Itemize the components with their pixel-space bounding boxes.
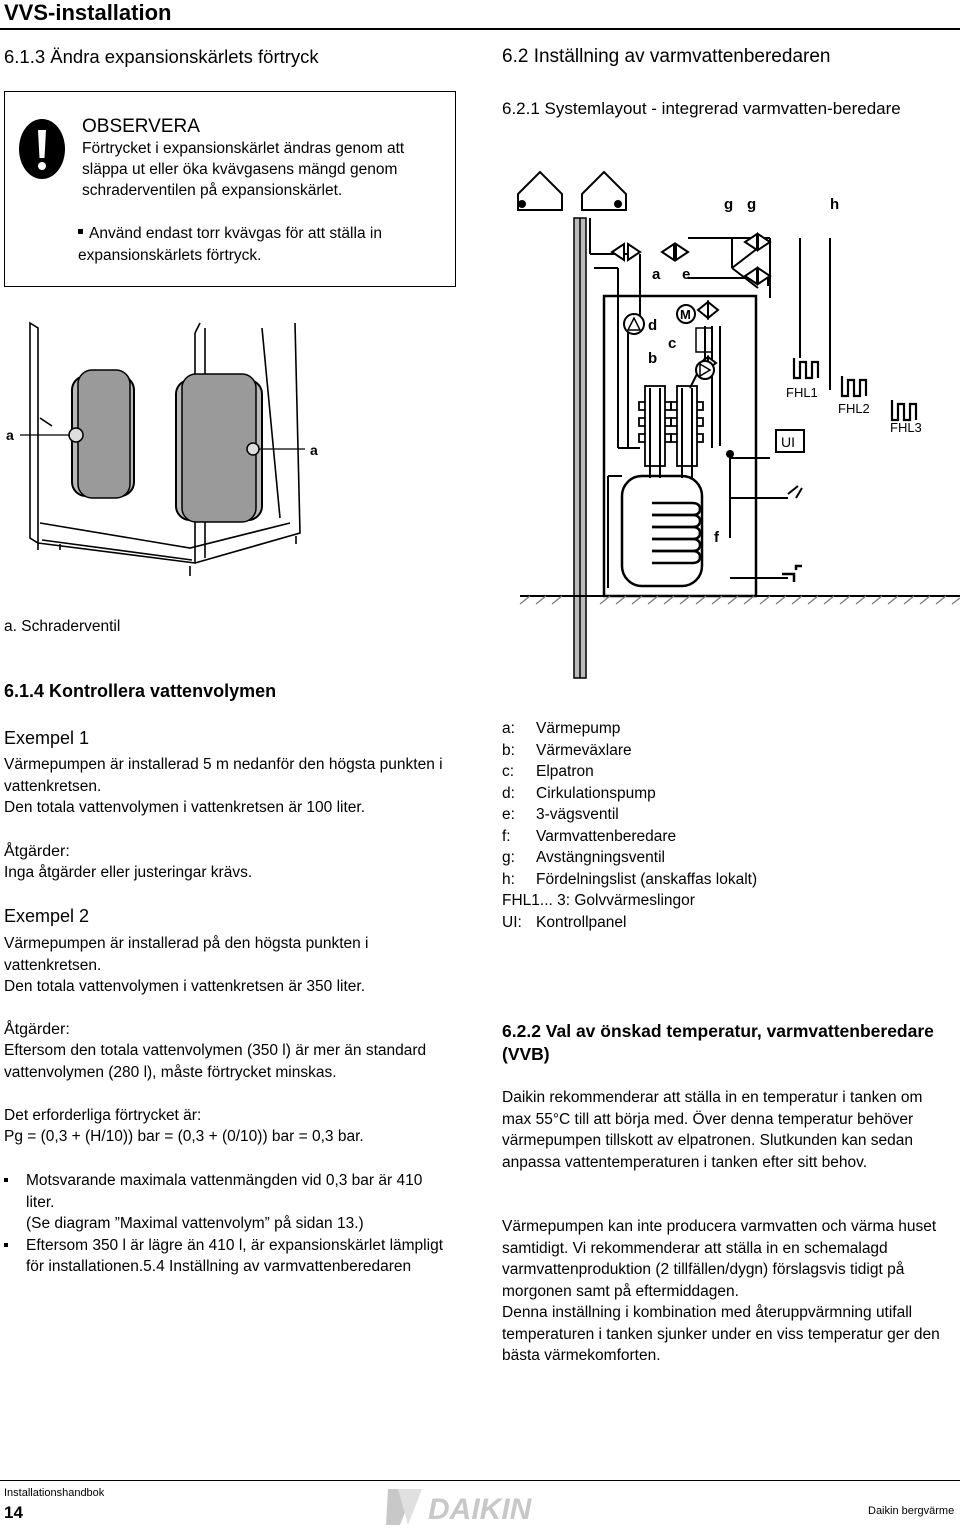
legend-key: b: — [502, 741, 515, 759]
footer-rule — [0, 1480, 960, 1481]
legend-key: e: — [502, 806, 515, 823]
bullet-marker — [78, 229, 83, 234]
example-1-actions-text: Inga åtgärder eller justeringar krävs. — [4, 864, 253, 881]
notice-title: OBSERVERA — [82, 116, 200, 137]
example-2-p2: Den totala vattenvolymen i vattenkretsen är 350 liter. — [4, 978, 366, 995]
bullet-marker — [4, 1178, 8, 1182]
notice-bullet — [78, 223, 448, 267]
legend-text: Cirkulationspump — [536, 784, 656, 802]
vessel-label-a2: a — [310, 442, 318, 458]
bullet-marker — [4, 1243, 8, 1247]
daikin-logo-icon — [384, 1487, 580, 1527]
example-1-actions-title: Åtgärder: — [4, 843, 70, 860]
bullet-1-line2: (Se diagram ”Maximal vattenvolym” på sidan 13.) — [26, 1215, 364, 1232]
notice-text: Förtrycket i expansionskärlet ändras genom att släppa ut eller öka kvävgasens mängd genom schraderventilen på expansionskärlet. — [82, 140, 405, 199]
section-614-title: 6.1.4 Kontrollera vattenvolymen — [4, 681, 277, 701]
section-622-p3: Denna inställning i kombination med återuppvärmning utifall temperaturen i tanken sjunker under en viss temperatur ger den bästa värmekomforten. — [502, 1304, 940, 1364]
list-item — [502, 912, 942, 934]
system-layout-diagram — [500, 158, 960, 698]
example-1-p2: Den totala vattenvolymen i vattenkretsen är 100 liter. — [4, 799, 366, 816]
legend-text: Elpatron — [536, 763, 594, 780]
diagram-label-a: a — [652, 266, 661, 283]
section-62-title: 6.2 Inställning av varmvattenberedaren — [502, 46, 831, 67]
legend-text: Fördelningslist (anskaffas lokalt) — [536, 870, 758, 888]
section-622-p1: Daikin rekommenderar att ställa in en temperatur i tanken om max 55°C till att börja med. Över denna temperatur behöver värmepumpen tillskott av elpatronen. Slutkunden kan sedan anpassa vattentemperaturen i tanken efter sitt behov. — [502, 1089, 923, 1171]
example-2-actions-p3: Pg = (0,3 + (H/10)) bar = (0,3 + (0/10)) bar = 0,3 bar. — [4, 1128, 364, 1145]
list-item — [502, 718, 942, 740]
example-2-p1: Värmepumpen är installerad på den högsta punkten i vattenkretsen. — [4, 935, 369, 974]
diagram-label-fhl3: FHL3 — [890, 420, 922, 435]
bullet-1-line1: Motsvarande maximala vattenmängden vid 0,3 bar är 410 liter. — [26, 1172, 423, 1211]
list-item — [502, 740, 942, 762]
footer-right-label: Daikin bergvärme — [868, 1505, 955, 1517]
diagram-label-b: b — [648, 350, 658, 367]
legend-key: a: — [502, 720, 515, 737]
diagram-label-d: d — [648, 317, 658, 334]
bullet-2-line1: Eftersom 350 l är lägre än 410 l, är expansionskärlet lämpligt för installationen.5.4 Inställning av varmvattenberedaren — [26, 1236, 443, 1275]
legend-text: FHL1... 3: Golvvärmeslingor — [502, 892, 695, 909]
header-rule — [0, 28, 960, 30]
vessel-label-a1: a — [6, 427, 14, 443]
legend-text: Avstängningsventil — [536, 849, 665, 866]
legend-text: Värmepump — [536, 720, 621, 737]
diagram-label-e: e — [682, 266, 691, 283]
warning-icon — [18, 118, 66, 180]
diagram-label-ui: UI — [781, 434, 795, 450]
legend-text: Varmvattenberedare — [536, 827, 677, 845]
section-622-title: 6.2.2 Val av önskad temperatur, varmvattenberedare (VVB) — [502, 1021, 934, 1064]
example-2-bullet-list — [4, 1170, 450, 1278]
list-item — [502, 890, 942, 912]
list-item — [4, 1235, 450, 1278]
diagram-label-f: f — [714, 529, 719, 546]
figure-caption: a. Schraderventil — [4, 618, 121, 635]
legend-key: c: — [502, 763, 515, 780]
example-2-actions-p1: Eftersom den totala vattenvolymen (350 l) är mer än standard vattenvolymen (280 l), måste förtrycket minskas. — [4, 1042, 427, 1081]
list-item — [502, 847, 942, 869]
diagram-label-m: M — [680, 307, 691, 322]
diagram-label-g2: g — [747, 196, 757, 213]
diagram-label-fhl2: FHL2 — [838, 401, 870, 416]
list-item — [4, 1170, 450, 1235]
list-item — [502, 804, 942, 826]
example-2-actions-p2: Det erforderliga förtrycket är: — [4, 1107, 202, 1124]
expansion-vessel-figure — [0, 318, 460, 590]
section-621-title: 6.2.1 Systemlayout - integrerad varmvatten-beredare — [502, 99, 901, 118]
legend-text: 3-vägsventil — [536, 806, 619, 823]
diagram-label-c: c — [668, 335, 677, 352]
diagram-legend — [502, 718, 942, 933]
list-item — [502, 826, 942, 848]
section-622-p2: Värmepumpen kan inte producera varmvatten och värma huset samtidigt. Vi rekommenderar att ställa in en schemalagd varmvattenproduktion (2 tillfällen/dygn) förslagsvis tidigt på morgonen samt på eftermiddagen. — [502, 1218, 937, 1300]
list-item — [502, 783, 942, 805]
legend-key: d: — [502, 784, 515, 802]
footer-left-label: Installationshandbok — [4, 1487, 105, 1499]
legend-key: h: — [502, 870, 515, 888]
notice-bullet-text: Använd endast torr kvävgas för att ställa in expansionskärlets förtryck. — [78, 225, 382, 264]
example-2-actions-title: Åtgärder: — [4, 1021, 70, 1038]
legend-text: Kontrollpanel — [536, 913, 627, 931]
daikin-logo-text: DAIKIN — [428, 1493, 532, 1526]
legend-key: f: — [502, 827, 511, 845]
page-number: 14 — [4, 1503, 23, 1522]
page-header-title: VVS-installation — [4, 0, 172, 25]
section-613-title: 6.1.3 Ändra expansionskärlets förtryck — [4, 46, 319, 67]
legend-key: g: — [502, 849, 515, 866]
legend-key: UI: — [502, 913, 522, 931]
list-item — [502, 761, 942, 783]
list-item — [502, 869, 942, 891]
diagram-label-g1: g — [724, 196, 734, 213]
legend-text: Värmeväxlare — [536, 741, 632, 759]
example-2-title: Exempel 2 — [4, 906, 90, 926]
example-1-title: Exempel 1 — [4, 728, 90, 748]
diagram-label-h: h — [830, 196, 840, 213]
example-1-p1: Värmepumpen är installerad 5 m nedanför den högsta punkten i vattenkretsen. — [4, 756, 443, 795]
diagram-label-fhl1: FHL1 — [786, 385, 818, 400]
